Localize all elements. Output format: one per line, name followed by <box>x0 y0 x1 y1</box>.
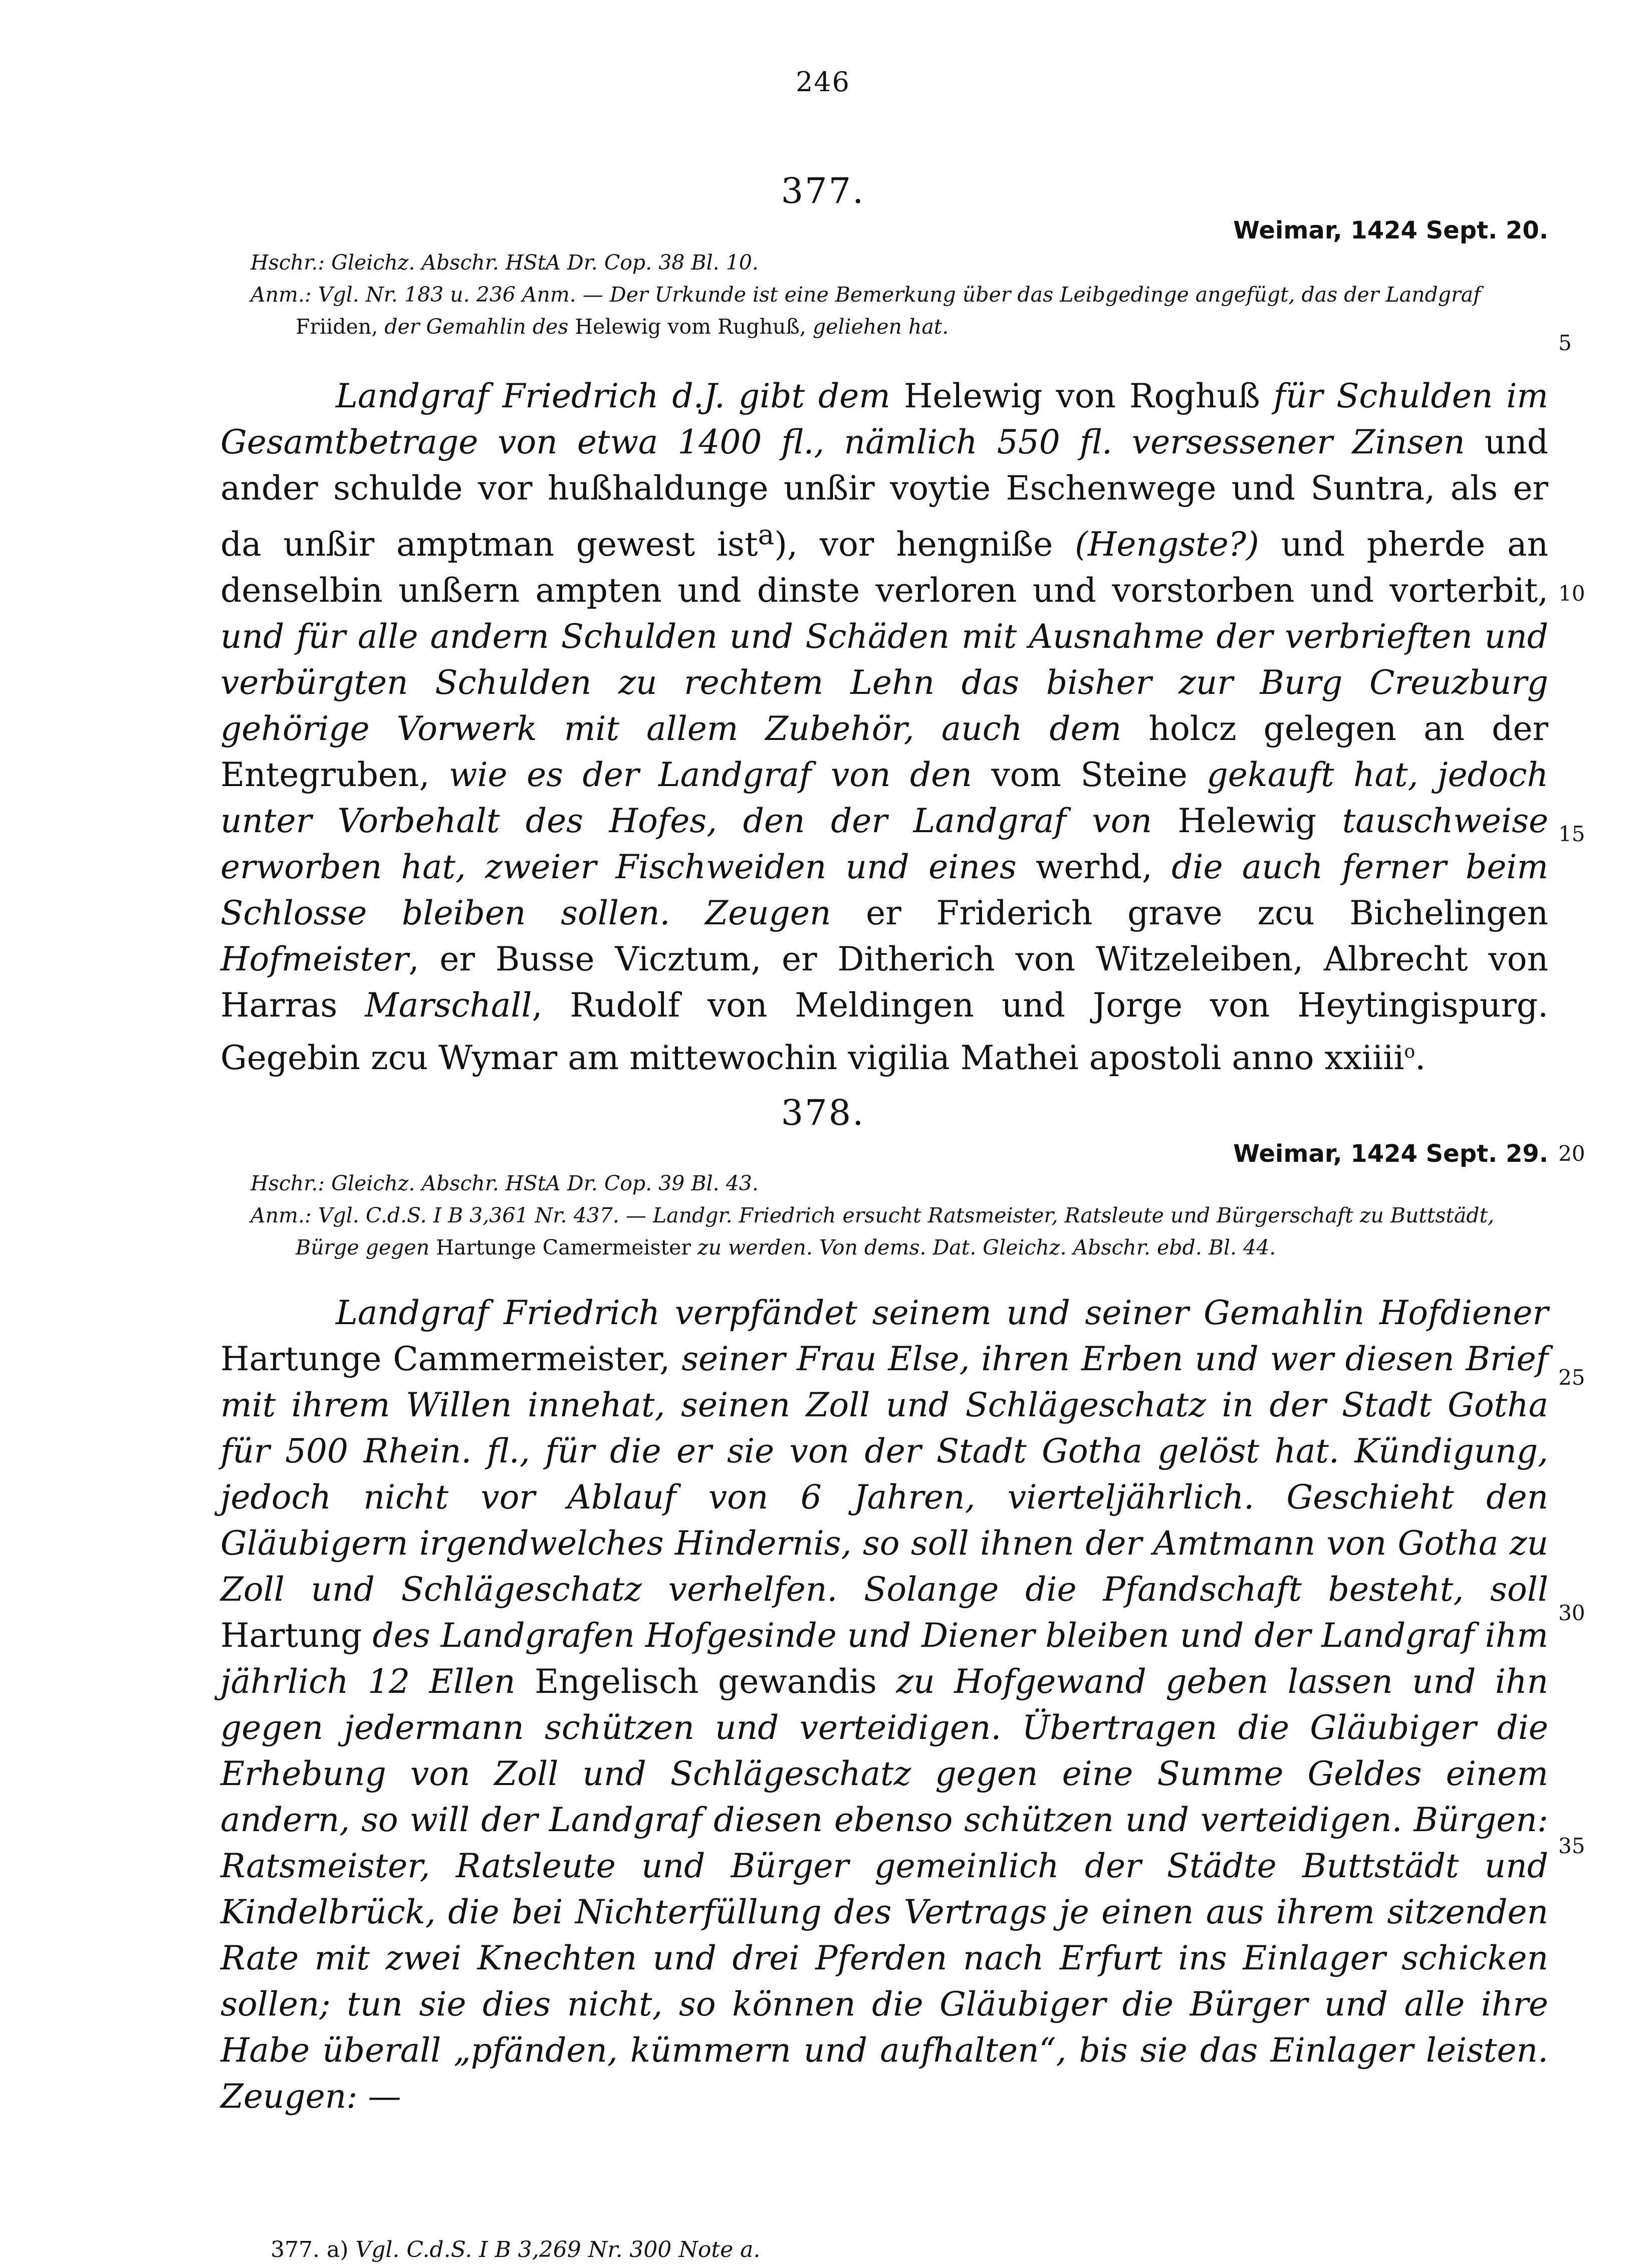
apparatus-378 <box>251 1167 1548 1264</box>
apparatus-377 <box>251 246 1548 343</box>
footnote: 377. a) Vgl. C.d.S. I B 3,269 Nr. 300 Note a. <box>271 2237 761 2262</box>
annotation-line: Anm.: Vgl. C.d.S. I B 3,361 Nr. 437. — Landgr. Friedrich ersucht Ratsmeister, Ratsleute und Bürgerschaft zu Buttstädt, Bürge gegen Hartunge Camermeister zu werden. Von dems. Dat. Gleichz. Abschr. ebd. Bl. 44. <box>251 1203 1495 1259</box>
regest-377: Landgraf Friedrich d.J. gibt dem Helewig von Roghuß für Schulden im Gesamtbetrage von etwa 1400 fl., nämlich 550 fl. versessener Zinsen und ander schulde vor hußhaldunge unßir voytie Eschenwege und Suntra, als er da unßir amptman gewest ist$^a$), vor hengniße (Hengste?) und pherde an denselbin unßern ampten und dinste verloren und vorstorben und vorterbit, und für alle andern Schulden und Schäden mit Ausnahme der verbrieften und verbürgten Schulden zu rechtem Lehn das bisher zur Burg Creuzburg gehörige Vorwerk mit allem Zubehör, auch dem holcz gelegen an der Entegruben, wie es der Landgraf von den vom Steine gekauft hat, jedoch unter Vorbehalt des Hofes, den der Landgraf von Helewig tauschweise erworben hat, zweier Fischweiden und eines werhd, die auch ferner beim Schlosse bleiben sollen. Zeugen er Friderich grave zcu Bichelingen Hofmeister, er Busse Vicztum, er Ditherich von Witzeleiben, Albrecht von Harras Marschall, Rudolf von Meldingen und Jorge von Heytingispurg. Gegebin zcu Wymar am mittewochin vigilia Mathei apostoli anno xxiiii$^o$. <box>220 377 1549 1077</box>
line-number: 20 <box>1558 1141 1585 1166</box>
line-number: 35 <box>1558 1834 1585 1858</box>
line-number: 5 <box>1558 331 1572 355</box>
footnote-ref: a <box>758 519 775 551</box>
annotation-line: Anm.: Vgl. Nr. 183 u. 236 Anm. — Der Urkunde ist eine Bemerkung über das Leibgedinge angefügt, das der Landgraf Friiden, der Gemahlin des Helewig vom Rughuß, geliehen hat. <box>251 283 1481 339</box>
manuscript-line: Hschr.: Gleichz. Abschr. HStA Dr. Cop. 39 Bl. 43. <box>251 1171 759 1195</box>
line-number: 25 <box>1558 1365 1585 1390</box>
page-number: 246 <box>795 66 851 98</box>
dateline-378: Weimar, 1424 Sept. 29. <box>1233 1140 1548 1168</box>
document-number-377: 377. <box>781 170 865 211</box>
line-number: 15 <box>1558 822 1585 846</box>
line-number: 10 <box>1558 581 1585 606</box>
line-number: 30 <box>1558 1601 1585 1625</box>
regest-378: Landgraf Friedrich verpfändet seinem und seiner Gemahlin Hofdiener Hartunge Cammermeister, seiner Frau Else, ihren Erben und wer diesen Brief mit ihrem Willen innehat, seinen Zoll und Schlägeschatz in der Stadt Gotha für 500 Rhein. fl., für die er sie von der Stadt Gotha gelöst hat. Kündigung, jedoch nicht vor Ablauf von 6 Jahren, vierteljährlich. Geschieht den Gläubigern irgendwelches Hindernis, so soll ihnen der Amtmann von Gotha zu Zoll und Schlägeschatz verhelfen. Solange die Pfandschaft besteht, soll Hartung des Landgrafen Hofgesinde und Diener bleiben und der Landgraf ihm jährlich 12 Ellen Engelisch gewandis zu Hofgewand geben lassen und ihn gegen jedermann schützen und verteidigen. Übertragen die Gläubiger die Erhebung von Zoll und Schlägeschatz gegen eine Summe Geldes einem andern, so will der Landgraf diesen ebenso schützen und verteidigen. Bürgen: Ratsmeister, Ratsleute und Bürger gemeinlich der Städte Buttstädt und Kindelbrück, die bei Nichterfüllung des Vertrags je einen aus ihrem sitzenden Rate mit zwei Knechten und drei Pferden nach Erfurt ins Einlager schicken sollen; tun sie dies nicht, so können die Gläubiger die Bürger und alle ihre Habe überall „pfänden, kümmern und aufhalten“, bis sie das Einlager leisten. Zeugen: — <box>220 1294 1549 2116</box>
manuscript-line: Hschr.: Gleichz. Abschr. HStA Dr. Cop. 38 Bl. 10. <box>251 250 759 275</box>
dateline-377: Weimar, 1424 Sept. 20. <box>1233 216 1548 244</box>
document-number-378: 378. <box>781 1092 865 1133</box>
